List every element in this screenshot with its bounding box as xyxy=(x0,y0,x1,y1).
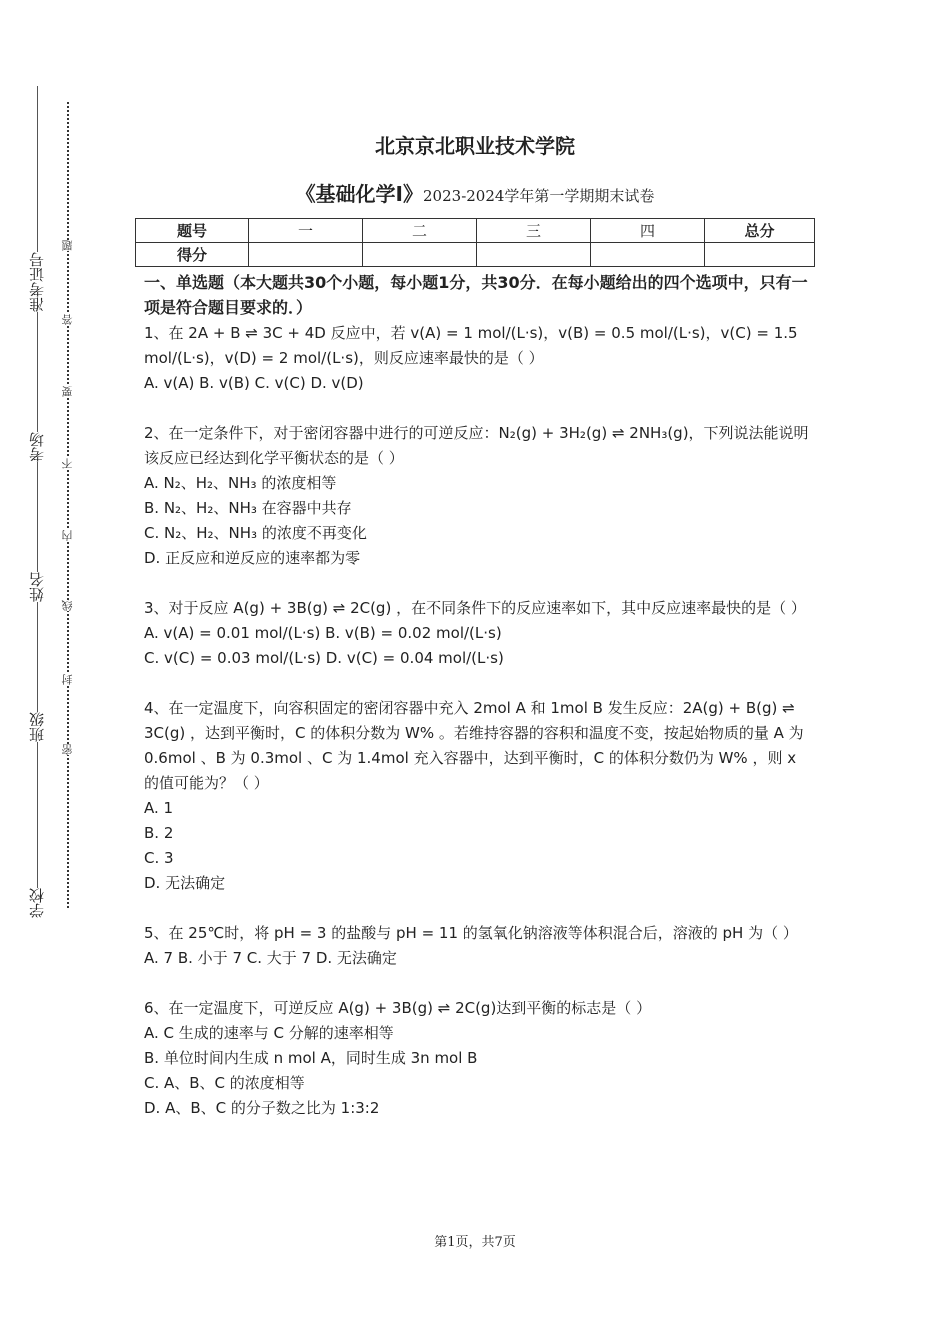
question-stem: 1、在 2A + B ⇌ 3C + 4D 反应中，若 v(A) = 1 mol/(L·s)，v(B) = 0.5 mol/(L·s)，v(C) = 1.5 mol/(L·s)，v(D) = 2 mol/(L·s)，则反应速率最快的是（ ） xyxy=(144,324,798,367)
option-d: D. 正反应和逆反应的速率都为零 xyxy=(144,549,361,567)
option-c: C. 3 xyxy=(144,849,174,867)
term-label: 2023-2024学年第一学期期末试卷 xyxy=(423,187,655,205)
margin-label-school: 学校 xyxy=(20,888,54,918)
option-d: D. A、B、C 的分子数之比为 1:3:2 xyxy=(144,1099,380,1117)
score-table-score-row xyxy=(136,243,815,267)
option-d: D. 无法确定 xyxy=(144,874,226,892)
seal-char: 封 xyxy=(61,674,74,685)
page-number: 第1页，共7页 xyxy=(434,1235,516,1250)
score-header-cell: 三 xyxy=(477,219,591,243)
margin-label-name: 姓名 xyxy=(20,572,54,602)
option-b: B. N₂、H₂、NH₃ 在容器中共存 xyxy=(144,499,352,517)
binding-line-dotted xyxy=(67,102,69,908)
school-name: 北京京北职业技术学院 xyxy=(375,134,575,158)
question-6 xyxy=(144,996,812,1121)
score-header-cell: 四 xyxy=(591,219,705,243)
margin-label-exam-id: 准考证号 xyxy=(20,252,54,312)
score-header-cell: 总分 xyxy=(705,219,815,243)
exam-content xyxy=(144,270,812,1146)
question-5 xyxy=(144,921,812,971)
question-stem: 4、在一定温度下，向容积固定的密闭容器中充入 2mol A 和 1mol B 发生反应：2A(g) + B(g) ⇌ 3C(g) ，达到平衡时，C 的体积分数为 W% 。若维持容器的容积和温度不变，按起始物质的量 A 为 0.6mol 、B 为 0.3mol 、C 为 1.4mol 充入容器中，达到平衡时，C 的体积分数仍为 W% ，则 x 的值可能为？（ ） xyxy=(144,699,804,792)
score-cell[interactable] xyxy=(591,243,705,267)
section-title: 一、单选题（本大题共30个小题，每小题1分，共30分．在每小题给出的四个选项中，只有一项是符合题目要求的．） xyxy=(144,273,808,317)
score-cell[interactable] xyxy=(477,243,591,267)
question-stem: 6、在一定温度下，可逆反应 A(g) + 3B(g) ⇌ 2C(g)达到平衡的标志是（ ） xyxy=(144,999,652,1017)
option-a: A. C 生成的速率与 C 分解的速率相等 xyxy=(144,1024,394,1042)
question-4 xyxy=(144,696,812,896)
exam-title xyxy=(0,178,950,207)
question-1 xyxy=(144,321,812,396)
option-b: B. 2 xyxy=(144,824,174,842)
option-a: A. N₂、H₂、NH₃ 的浓度相等 xyxy=(144,474,337,492)
option-c: C. A、B、C 的浓度相等 xyxy=(144,1074,305,1092)
course-name: 《基础化学Ⅰ》 xyxy=(295,182,424,206)
question-stem: 3、对于反应 A(g) + 3B(g) ⇌ 2C(g) ，在不同条件下的反应速率如下，其中反应速率最快的是（ ） xyxy=(144,599,806,617)
margin-label-exam-room: 考场 xyxy=(20,432,54,462)
seal-char: 要 xyxy=(61,386,74,397)
score-header-cell: 题号 xyxy=(136,219,249,243)
binding-line-solid xyxy=(37,86,38,910)
option-b: B. 单位时间内生成 n mol A，同时生成 3n mol B xyxy=(144,1049,478,1067)
seal-char: 题 xyxy=(61,240,74,251)
score-cell[interactable] xyxy=(249,243,363,267)
seal-char: 密 xyxy=(61,744,74,755)
margin-label-class: 班级 xyxy=(20,712,54,742)
seal-char: 答 xyxy=(61,314,74,325)
score-table-header-row xyxy=(136,219,815,243)
question-stem: 2、在一定条件下，对于密闭容器中进行的可逆反应：N₂(g) + 3H₂(g) ⇌ 2NH₃(g)，下列说法能说明该反应已经达到化学平衡状态的是（ ） xyxy=(144,424,809,467)
question-stem: 5、在 25℃时，将 pH = 3 的盐酸与 pH = 11 的氢氧化钠溶液等体积混合后，溶液的 pH 为（ ） xyxy=(144,924,798,942)
seal-char: 不 xyxy=(61,458,74,469)
score-header-cell: 二 xyxy=(363,219,477,243)
score-table xyxy=(135,218,815,267)
score-row-label: 得分 xyxy=(136,243,249,267)
option-a: A. 1 xyxy=(144,799,174,817)
option-ab: A. v(A) = 0.01 mol/(L·s) B. v(B) = 0.02 mol/(L·s) xyxy=(144,624,502,642)
question-3 xyxy=(144,596,812,671)
seal-char: 内 xyxy=(61,530,74,541)
question-options: A. 7 B. 小于 7 C. 大于 7 D. 无法确定 xyxy=(144,949,397,967)
question-2 xyxy=(144,421,812,571)
option-cd: C. v(C) = 0.03 mol/(L·s) D. v(C) = 0.04 mol/(L·s) xyxy=(144,649,504,667)
score-header-cell: 一 xyxy=(249,219,363,243)
score-cell[interactable] xyxy=(705,243,815,267)
score-cell[interactable] xyxy=(363,243,477,267)
option-c: C. N₂、H₂、NH₃ 的浓度不再变化 xyxy=(144,524,367,542)
question-options: A. v(A) B. v(B) C. v(C) D. v(D) xyxy=(144,374,364,392)
seal-char: 线 xyxy=(61,600,74,611)
